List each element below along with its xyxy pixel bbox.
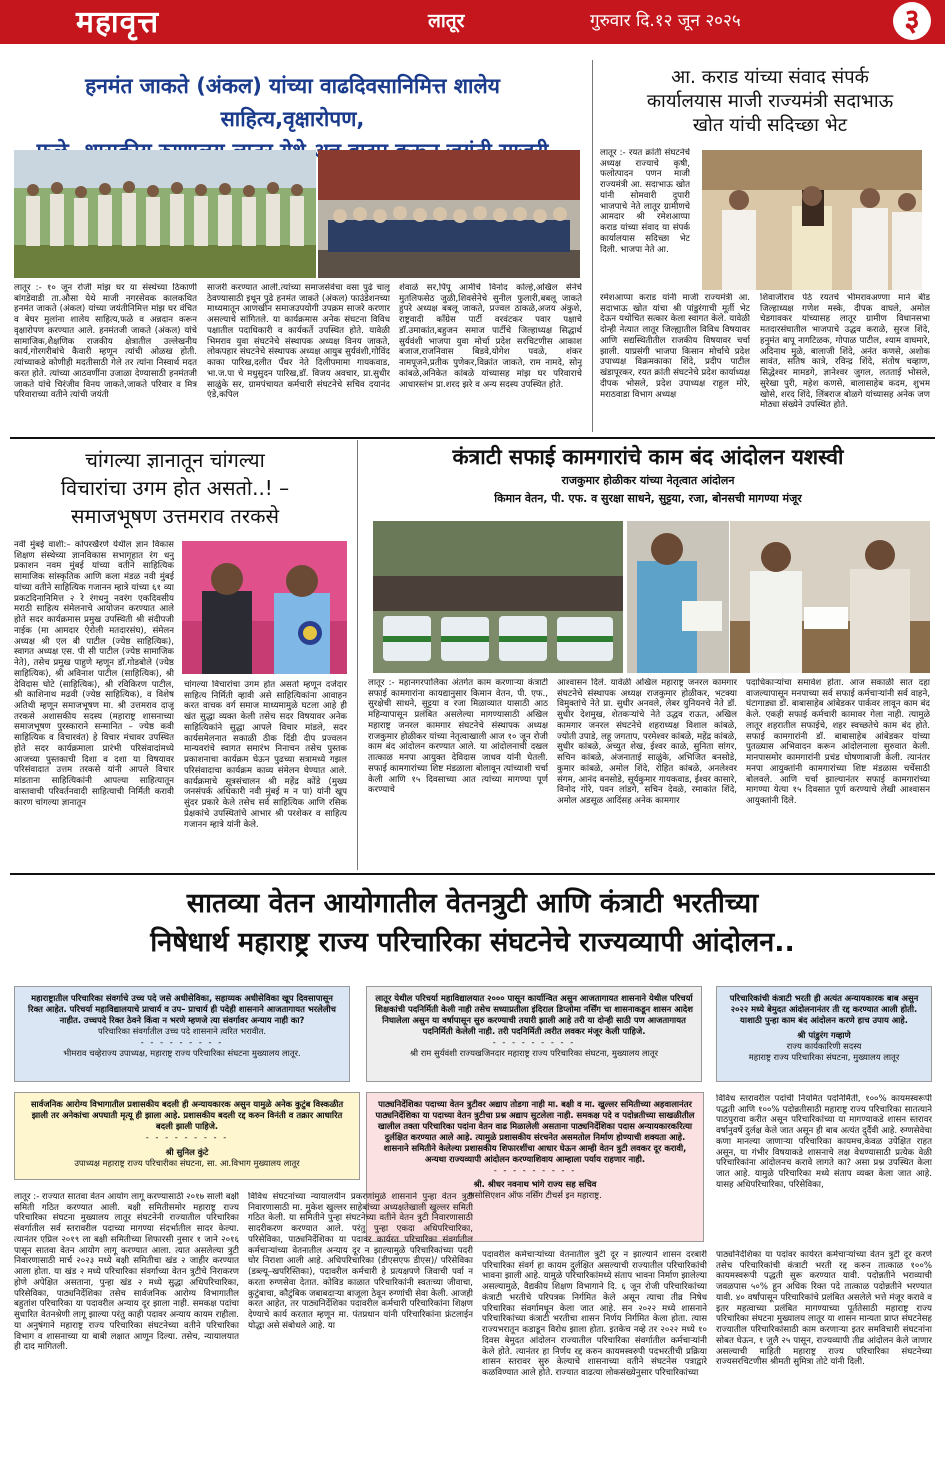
story3-headline-line2: विचारांचा उगम होत असतो..! – — [60, 476, 290, 500]
quote4-signature: श्री सुनिल कुंटे — [165, 1146, 209, 1157]
newspaper-title: महावृत्त — [76, 5, 160, 40]
quote2-separator: - - - - - - - - - — [492, 1036, 576, 1047]
page-number: ३ — [893, 2, 931, 40]
edition-date: गुरुवार दि.१२ जून २०२५ — [590, 11, 741, 31]
story1-column-3: शेवाळे सर,पिंपू आर्मीचे विनोद कोल्हे,अखिल सेनेचे मुतलिफसेठ जुळी,शिवसेनेचे सुनील फुलारी,बबलू जाकते हुपरे अध्यक्ष बबलू जाकते, प्रज्वल ठाकळे,अजय अंकुशे, राष्ट्रवादी काँग्रेस पार्टी वरवंटकर पवार पक्षाचे डॉ.उमाकांत,बहुजन समाज पार्टीचे जिल्हाध्यक्ष सिद्धार्थ सुर्यवंशी भाजपा युवा मोर्चा प्रदेश सरचिटणीस आकाश बजाज,राजनिवास बिडवे,योगेश पवळे, शंकर नामपूजने,प्रतीक पुणेकर,विक्रांत जाकते, राम नामदे, सोनू कांबळे,अनिकेत कांबळे यांच्यासह मांझ घर परिवाराचे आधारस्तंभ प्रा.शरद झरे व अन्य सदस्य उपस्थित होते. — [399, 283, 582, 390]
story1-photo-group-left — [14, 150, 316, 278]
quote2-signature: श्री राम सुर्यवंशी राज्यखजिनदार महाराष्ट्र राज्य परिचारिका संघटना, मुख्यालय लातूर — [409, 1047, 659, 1058]
story5-headline-line1: सातव्या वेतन आयोगातील वेतनत्रुटी आणि कंत्राटी भरतीच्या — [186, 888, 759, 919]
story5-headline-line2: निषेधार्थ महाराष्ट्र राज्य परिचारिका संघटनेचे राज्यव्यापी आंदोलन.. — [150, 927, 795, 959]
edition-city: लातूर — [428, 10, 465, 32]
story1-headline-line1: हनमंत जाकते (अंकल) यांच्या वाढदिवसानिमित्त शालेय साहित्य,वृक्षारोपण, — [85, 74, 500, 131]
story2-column-1: लातूर :- रयत क्रांती संघटनेचे अध्यक्ष राज्याचे कृषी, फलोत्पादन पणन माजी राज्यमंत्री आ. सदाभाऊ खोत यांनी सोमवारी दुपारी भाजपाचे नेते लातूर ग्रामीणचे आमदार श्री रमेशआप्पा कराड यांच्या संवाद या संपर्क कार्यालयास सदिच्छा भेट दिली. भाजपा नेते आ. — [600, 148, 690, 255]
column-divider — [592, 60, 593, 432]
quote1-text: महाराष्ट्रातील परिचारिका संवर्गाचे उच्च पदे जसे अधीसेविका, सहाय्यक अधीसेविका खूप दिवसापासून रिक्त आहेत. परिचर्या महाविद्यालयाचे प्राचार्य व उप– प्राचार्य ही पदेही शासनाने आजतागायत भरलेलीच नाहीत. उच्चपदे रिक्त ठेवने किंवा न भरणे म्हणजे त्या संवर्गावर अन्याय नाही का? — [28, 993, 336, 1025]
story4-photo-protest — [373, 521, 623, 673]
section-divider — [10, 437, 935, 439]
quote1-separator: - - - - - - - - - — [140, 1036, 224, 1047]
story5-column-3: पदावरील कर्मचाऱ्यांच्या वेतनातील त्रुटी दूर न झाल्याने शासन दरबारी परिचारिका संवर्ग हा कायम दुर्लक्षित असल्याची राज्यातील परिचारिकांची भावना झाली आहे. यामुळे परिचारिकांमध्ये संताप भावना निर्माण झालेल्या असल्यामुळे, वैद्यकीय शिक्षण विभागाने दि. ६ जून रोजी परिचारिकांच्या कंत्राटी भरतीचे परिपत्रक निर्गमित केले असून त्याचा तीव्र निषेध परिचारिका संवर्गामधून केला जात आहे. सन २०२२ मध्ये शासनाने परिचारिकांच्या कंत्राटी भरतीचा शासन निर्णय निर्गमित केला होता. त्यास राज्यभरातून कडाडून विरोध झाला होता. इतकेच नव्हे तर २०२२ मध्ये १० दिवस बेमुदत आंदोलन राज्यातील परिचारिका संवर्गातील कर्मचाऱ्यांनी केले होते. त्यानंतर हा निर्णय रद्द करुन कायमस्वरुपी पदभरतीची प्रक्रिया शासन स्तरावर सुरु केल्याचे शासनाच्या वतीने संघटनेस पत्राद्वारे कळविण्यात आले होते. राज्यात वाढत्या लोकसंख्येनुसार परिचारिकांच्या — [482, 1250, 707, 1379]
quote-box-ram — [366, 986, 702, 1082]
quote2-text: लातूर येथील परिचर्या महाविद्यालयात २००० पासून कार्यान्वित असुन आजतागायत शासनाने येथील परिचर्या शिक्षकांची पदनिर्मिती केली नाही तसेच सध्याप्रतीला इंदिराल डिप्लोमा नर्सिंग चा शासनाकडून शासन आदेश निघालेला असुन या वर्षापासून सुरु करण्याची तयारी झाली आहे तरी या दोन्ही साठी पण आजतागायत पदनिर्मिती केलेली नाही. तरी पदनिर्मिती त्वरीत लवकर मंजूर केली पाहिजे. — [375, 993, 693, 1036]
story3-headline — [10, 446, 340, 530]
story2-headline — [600, 66, 940, 138]
quote3-signature: श्री पांडुरंग गव्हाणे — [797, 1029, 851, 1040]
story5-column-right-top: विविध स्तरावरील पदांची नियमित पदनिर्मिती, १००% कायमस्वरूपी पद्धती आणि १००% पदोन्नतीसाठी महाराष्ट्र राज्य परिचारिका सातत्याने पाठपुरावा करीत असून परिचारिकांच्या या मागण्याकडे शासन स्तरावर वर्षानुवर्षे दुर्लक्ष केले जात असून ही बाब अत्यंत दुर्दैवी आहे. रुग्णसेवेचा कणा मानल्या जाणाऱ्या परिचारिका कायमच,केवळ उपेक्षित राहत असून, या गंभीर विषयाकडे शासनाचे लक्ष वेधण्यासाठी प्रत्येक वेळी परिचारिकांना आंदोलनच करावे लागते का? असा प्रश्न उपस्थित केला जात आहे. यामुळे परिचारिका मध्ये संताप व्यक्त केला जात आहे. यासह अधिपरिचारिका, परिसेविका, — [716, 1094, 932, 1190]
quote-box-bhimrao — [14, 986, 350, 1082]
masthead — [0, 0, 945, 44]
story2-headline-line3: खोत यांची सदिच्छा भेट — [692, 115, 848, 137]
story3-column-2: चांगल्या विचारांचा उगम होत असतो म्हणून दर्जेदार साहित्य निर्मिती व्हावी असे साहित्यिकांना आवाहन करत वाचक वर्ग समाज माध्यमामुळे घटला आहे ही खंत सुद्धा व्यक्त केली तसेच सदर विषयावर अनेक साहित्यिकांने सुद्धा आपले विचार मांडले, सदर कार्यसमेलनात सकाळी ठीक दिंडी दीप प्रज्वलन मान्यवरांचे स्वागत समारंभ निनाचन तसेच पुस्तक प्रकाशनाचा कार्यक्रम घेऊन पुढच्या सत्रामध्ये गझल परिसंवादाचा कार्यक्रम काव्य संमेलन घेण्यात आले. कार्यक्रमाचे सूत्रसंचालन श्री महेंद्र कोंडे (मुख्य जनसंपर्क अधिकारी नवी मुंबई म न पा) यांनी खूप सुंदर प्रकारे केले तसेच सर्व साहित्यिक आणि रसिक प्रेक्षकांचे उपस्थितांचे आभार श्री परशेकर व साहित्य गजानन म्हात्रे यांनी केले. — [184, 680, 347, 830]
story2-headline-line1: आ. कराड यांच्या संवाद संपर्क — [671, 67, 869, 88]
story3-column-1: नवी मुंबई वाशी:– कोपरखैरणे येथील ज्ञान विकास शिक्षण संस्थेच्या ज्ञानविकास सभागृहात रंग धनु प्रकाशन नवम मुंबई यांच्या वतीने साहित्यिक सामाजिक सांस्कृतिक आणि कला मंडळ नवी मुंबई यांच्या वतीने साहित्यिक गजानन म्हात्रे यांच्या ६१ व्या प्रकटदिनानिमित्त २ रे रंगधनु नवरंग एकदिवसीय मराठी साहित्य संमेलनाचे आयोजन करण्यात आले होते सदर कार्यक्रमास प्रमुख उपस्थिती श्री संदीपजी नाईक (मा आमदार ऐरोली मतदारसंघ), संमेलन अध्यक्ष श्री एल बी पाटील (ज्येष्ठ साहित्यिक), स्वागत अध्यक्ष एस. पी सी पाटील (ज्येष्ठ सामाजिक नेते), तसेच प्रमुख पाहुणे म्हणून डॉ.गोडबोले (ज्येष्ठ साहित्यिक), श्री अविनाश पाटील (साहित्यिक), श्री देविदास घोटे (साहित्यिक), श्री रविकिरण पाटील, श्री काशिनाथ मढवी (ज्येष्ठ साहित्यिक), व विशेष अतिथी म्हणून समाजभूषण मा. श्री उत्तमराव दाजू तरकसे अशासकीय सदस्य (महाराष्ट्र शासनाच्या समाजभूषण पुरस्काराने सन्मानित – ज्येष्ठ कवी साहित्यिक व विचारवंत) हे विचार मंचावर उपस्थित होते सदर कार्यक्रमाला प्रारंभी परिसंवादांमध्ये आजच्या पुस्तकाची दिशा व दशा या विषयावर परिसंवादात उत्तम तरकसे यांनी आपले विचार मांडताना साहित्यिकांनी आपल्या साहित्यातून वास्तवाची परिवर्तनवादी साहित्याची निर्मिती करावी कारण चांगल्या ज्ञानातून — [14, 540, 174, 808]
story4-column-2: आश्वासन दिले. यावेळी अखिल महाराष्ट्र जनरल कामगार संघटनेचे संस्थापक अध्यक्ष राजकुमार होळीकर, भटक्या विमुक्तांचे नेते प्रा. सुधीर अनवले, लेबर युनियनचे नेते डॉ. सुधीर देशमुख, शेतकऱ्यांचे नेते उद्धव राऊत, अखिल कामगार जनरल संघटनेचे शहराध्यक्ष विशाल कांबळे, ज्योती उपाडे, लहू जगताप, परमेश्वर कांबळे, महेंद्र कांबळे, सुधीर कांबळे, अच्युत शेख, ईश्वर काळे, सुनिता सांगर, सचिन कांबळे, अंजनाताई साळुंके, अभिजित बनसोडे, कुमार कांबळे, अमोल शिंदे, रोहित कांबळे, अनलेश्वर संगम, आनंद बनसोडे, सूर्यकुमार गायकवाड, ईश्वर कासारे, विनोद गोरे, पवन लांडगे, सचिन देवळे, रमाकांत शिंदे, अमोल अडसूळ आदिंसह अनेक कामगार — [557, 678, 737, 807]
story5-column-2: विविध संघटनांच्या न्यायालयीन प्रकरणांमुळे शासनाने पुन्हा वेतन त्रुटी निवारणासाठी मा. मुकेश खुल्लर साहेबांच्या अध्यक्षतेखाली खुल्लर समिती गठित केली. या समितीने पुन्हा संघटनेच्या वतीने वेतन त्रुटी निवारणासाठी सादरीकरण करण्यात आले. परंतु पुन्हा एकदा अधिपरिचारिका, परिसेविका, पाठ्यनिर्देशिका या पदावर कार्यरत परिचारिका संवर्गातील कर्मचाऱ्यांच्या वेतनातील अन्याय दूर न झाल्यामुळे परिचारिकांच्या पदरी घोर निराशा आली आहे. अधिपरिचारिका (डीएसएफ डीएस)/ परिसेविका (डब्ल्यू–खपरिस्तिका), पदावरील कर्मचारी हे प्रत्यक्षपणे जिवाची पर्वा न करता रुग्णसेवा देतात. कोविड काळात परिचारिकांनी स्वतःच्या जीवाचा, कुटुंबाचा, कौटुंबिक जबाबदाऱ्या बाजूला ठेवून रुग्णांची सेवा केली. आजही करत आहेत, तर पाठ्यनिर्देशिका पदावरील कर्मचारी परिचारिकांना शिक्षण देण्याचे कार्य करतात म्हणून मा. पंतप्रधान यांनी परिचारिकांना फ्रंटलाईन योद्धा असे संबोधले आहे. या — [248, 1192, 473, 1331]
story1-column-1: लातूर :- १० जून रोजी मांझ घर या संस्थेच्या ठिकाणी बांगडेवाडी ता.औसा येथे माजी नगरसेवक कालकथित हनमंत जाकते (अंकल) यांच्या जयंतीनिमित्त मांझ घर वंचित व बेघर मुलांना शालेय साहित्य,फळे व अन्नदान करून वृक्षारोपण करण्यात आले. हनमंतजी जाकते (अंकल) यांचे सामाजिक,शैक्षणिक राजकीय क्षेत्रातील उल्लेखनीय कार्य,गोरगरीबांचे कैवारी म्हणून त्यांची ओळख होती. त्यांच्याकडे कोणीही मदतीसाठी गेले तर त्यांना निस्वार्थ मदत करत होते. त्यांच्या आठवणींना उजाळा देण्यासाठी हनमंतजी जाकते यांचे चिरंजीव विनय जाकते,जाकते परिवार व मित्र परिवाराच्या वतीने त्यांची जयंती — [14, 283, 197, 401]
story4-photo-memo — [627, 521, 729, 673]
story1-photo-group-right — [318, 150, 580, 278]
story5-column-1: लातूर :- राज्यात सातवा वेतन आयोग लागू करण्यासाठी २०१७ साली बक्षी समिती गठित करण्यात आली. बक्षी समितीसमोर महाराष्ट्र राज्य परिचारिका संघटना मुख्यालय लातूर संघटनेनी राज्यातील परिचारिका संवर्गातील सर्व स्तरावरील पदाच्या मागण्या संदर्भातील सादर केल्या. त्यानंतर एप्रिल २०१९ ला बक्षी समितीच्या शिफारसी नुसार १ जाने २०१६ पासून सातवा वेतन आयोग लागू करण्यात आला. त्यात असलेल्या त्रुटी निवारणासाठी मार्च २०२३ मध्ये बक्षी समितीचा खंड २ जाहीर करण्यात आला होता. या खंड २ मध्ये परिचारिका संवर्गाच्या वेतन त्रुटीचे निराकरण होणे अपेक्षित असताना, पुन्हा खंड २ मध्ये सुद्धा अधिपरिचारिका, परिसेविका, पाठ्यनिर्देशिका तसेच सार्वजनिक आरोग्य विभागातील बहुतांश परिचारिका या पदावरील अन्याय दूर झाला नाही. समकक्ष पदांचा सुधारित वेतनश्रेणी लागू झाल्या परंतु काही पदावर अन्याय कायम राहीला. या अनुषंगाने महाराष्ट्र राज्य परिचारिका संघटनेच्या वतीने परिचारिका विभाग व शासनाच्या या बाबी लक्षात आणून दिल्या. तसेच, न्यायालयात ही दाद मागितली. — [14, 1192, 239, 1353]
quote-box-pandurang — [716, 986, 932, 1082]
quote1-demand: परिचारिका संवर्गातील उच्च पदे शासनाने त्वरित भरावीत. — [97, 1025, 267, 1036]
story4-photo-commissioner — [730, 521, 930, 673]
column-divider — [357, 440, 358, 870]
quote3-organisation: महाराष्ट्र राज्य परिचारिका संघटना, मुख्यालय लातूर — [748, 1051, 900, 1062]
story4-column-3: पदाधिकाऱ्यांचा समावेश होता. आज सकाळी सात दहा वाजल्यापासून मनपाच्या सर्व सफाई कर्मचाऱ्यांनी सर्व वाहने, घंटागाड्या डॉ. बाबासाहेब आंबेडकर पार्कवर लावून काम बंद केले. एकही सफाई कर्मचारी कामावर गेला नाही. त्यामुळे लातूर शहरातील सफाईचे, शहर स्वच्छतेचे काम बंद होते. सफाई कामगारांनी डॉ. बाबासाहेब आंबेडकर यांच्या पुतळ्यास अभिवादन करून आंदोलनाला सुरुवात केली. मानपासमोर कामगारांनी प्रचंड घोषणाबाजी केली. त्यानंतर मनपा आयुक्तांनी कामगारांच्या शिष्ट मंडळास चर्चेसाठी बोलवले. आणि चर्चा झाल्यानंतर सफाई कामगारांच्या मागण्या येत्या १५ दिवसात पूर्ण करण्याचे लेखी आश्वासन आयुक्तांनी दिले. — [746, 678, 930, 807]
story2-headline-line2: कार्यालयास माजी राज्यमंत्री सदाभाऊ — [646, 91, 894, 113]
quote5-text: पाठ्यनिर्देशिका पदाच्या वेतन त्रुटीवर अद्याप तोडगा नाही मा. बक्षी व मा. खुल्लर समितीच्या अहवालानंतर पाठ्यनिर्देशिका या पदाच्या वेतन त्रुटीचा प्रश्न अद्याप सुटलेला नाही. समकक्ष पदे व पदोन्नतीच्या साखळीतील खालील तक्ता परिचारिका पदांना वेतन वाढ मिळालेली असताना पाठ्यनिर्देशिका पदास अन्यायकारकरित्या दुर्लक्षित करण्यात आले आहे. त्यामुळे प्रशासकीय संरचनेत असमतोल निर्माण होण्याची शक्यता आहे. शासनाने समितीने केलेल्या प्रशासकीय शिफारशींचा आधार घेऊन आम्ही वेतन त्रुटी लवकर दूर करावी, अन्यथा राज्यव्यापी आंदोलन करण्याशिवाय आम्हाला पर्याय राहणार नाही. — [375, 1099, 695, 1164]
quote4-separator: - - - - - - - - - — [145, 1131, 229, 1142]
story3-headline-line1: चांगल्या ज्ञानातून चांगल्या — [85, 448, 265, 472]
section-divider — [10, 873, 935, 875]
story5-headline — [10, 884, 935, 962]
quote4-text: सार्वजनिक आरोग्य विभागातील प्रशासकीय बदली ही अन्यायकारक असुन यामुळे अनेक कुटुंब विस्कळीत झाली तर अनेकांचा अपघाती मृत्यू ही झाला आहे. प्रशासकीय बदली रद्द करुन विनंती व तक्रार आधारित बदली झाली पाहिजे. — [30, 1099, 344, 1131]
story2-photo — [702, 150, 922, 290]
quote1-signature: भीमराव चव्हेराज्य उपाध्यक्ष, महाराष्ट्र राज्य परिचारिका संघटना मुख्यालय लातूर. — [63, 1047, 301, 1058]
story2-column-2: रमेशआप्पा कराड यांनी माजी राज्यमंत्री आ. सदाभाऊ खोत यांचा श्री पांडुरंगाची मूर्ती भेट देऊन यथोचित सत्कार केला स्वागत केले. यावेळी दोन्ही नेत्यात लातूर जिल्ह्यातील विविध विषयावर आणि सद्यस्थितीतील राजकीय विषयावर चर्चा झाली. याप्रसंगी भाजपा किसान मोर्चाचे प्रदेश उपाध्यक्ष विक्रमकाका शिंदे, प्रदीप पाटील खंडापूरकर, रयत क्रांती संघटनेचे प्रदेश कार्याध्यक्ष दीपक भोसले, प्रदेश उपाध्यक्ष राहुल मोरे, मराठवाडा विभाग अध्यक्ष — [600, 293, 750, 400]
story3-headline-line3: समाजभूषण उत्तमराव तरकसे — [71, 504, 279, 528]
quote5-signature: श्री. श्रीधर नवनाथ भांगे राज्य सह सचिव — [473, 1179, 597, 1190]
quote5-organisation: असोसिएशन ऑफ नर्सिंग टीचर्स इन महाराष्ट्र. — [468, 1190, 602, 1201]
quote3-designation: राज्य कार्यकारिणी सदस्य — [786, 1040, 862, 1051]
quote4-designation: उपाध्यक्ष महाराष्ट्र राज्य परिचारीका संघटना, सा. आ.विभाग मुख्यालय लातूर — [74, 1157, 300, 1168]
story1-column-2: साजरी करण्यात आली.त्यांच्या समाजसेवेचा वसा पुढे चालू ठेवण्यासाठी इथून पुढे हनमंत जाकते (अंकल) फाउंडेशनच्या माध्यमातून आणखीन समाजउपयोगी उपक्रम साजरे करणार असल्याचे सांगितले. या कार्यक्रमास अनेक संघटना विविध पक्षातील पदाधिकारी व कार्यकर्ते उपस्थित होते. यावेळी भिमराव युवा संघटनेचे संस्थापक अध्यक्ष विनय जाकते, लोकपहार संघटनेचे संस्थापक अध्यक्ष आयुब सुर्यवंशी,गोविंद काका पारिख,दलीत पँथर नेते दिलीपमामा गायकवाड, भा.ज.पा चे मधुसुदन पारिख,डॉ. विजय अवचार, प्रा.सुधीर साळुंके सर, ग्रामपंचायत कर्मचारी संघटनेचे सचिव दयानंद एंडे,कपिल — [207, 283, 390, 401]
quote3-text: परिचारिकांची कंत्राटी भरती ही अत्यंत अन्यायकारक बाब असुन २०२२ मध्ये बेमुदत आंदोलनानंतर ती रद्द करण्यात आली होती. याशाठी पुन्हा काम बंद आंदोलन करणे हाच उपाय आहे. — [729, 993, 919, 1025]
story4-column-1: लातूर :- महानगरपालिका अंतर्गत काम करणाऱ्या कंत्राटी सफाई कामगारांना कायद्यानुसार किमान वेतन, पी. एफ., सुरक्षेची साधने, सुट्टया व रजा मिळाव्यात यासाठी आठ महिन्यापासून प्रलंबित असलेल्या मागण्यासाठी अखिल महाराष्ट्र जनरल कामगार संघटनेचे संस्थापक अध्यक्ष राजकुमार होळीकर यांच्या नेतृत्वाखाली आज १० जून रोजी काम बंद आंदोलन करण्यात आले. या आंदोलनाची दखल तात्काळ मनपा आयुक्त देविदास जाधव यांनी घेतली. सफाई कामगारांच्या शिष्ट मंडळाला बोलावून त्यांच्याशी चर्चा केली आणि १५ दिवसाच्या आत त्यांच्या मागण्या पूर्ण करण्याचे — [368, 678, 548, 796]
story4-headline: कंत्राटी सफाई कामगारांचे काम बंद आंदोलन यशस्वी — [452, 445, 844, 469]
quote5-separator: - - - - - - - - - — [493, 1164, 577, 1175]
story4-subhead-1: राजकुमार होळीकर यांच्या नेतृत्वात आंदोलन — [561, 474, 735, 487]
story2-column-3: शिवाजीराव पेठे रयतचे भीमरावअण्णा माने बीड जिल्हाध्यक्ष गणेश मस्के, दीपक वाघले, अमोल चेडगावकर यांच्यासह लातूर ग्रामीण विधानसभा मतदारसंघातील भाजपाचे उद्धव कराळे, सुरज शिंदे, हनुमंत बापू नागटिळक, गोपाळ पाटील, श्याम वाघमारे, अदिनाथ मुळे, बालाजी शिंदे, अनंत कणसे, अशोक सावंत, सतिष कात्रे, रविन्द्र शिंदे, संतोष चव्हाण, सिद्धेश्वर मामडगे, ज्ञानेश्वर जुगल, लतताई भोसले, सुरेखा पुरी, महेश कणसे, बालासाहेब कदम, शुभम खोसे, शरद शिंदे, लिंबराज बोळगे यांच्यासह अनेक जण मोठ्या संख्येने उपस्थित होते. — [760, 293, 930, 411]
quote-box-sunil — [14, 1092, 360, 1180]
story5-column-4: पाठ्यनिर्देशिका या पदांवर कार्यरत कर्मचाऱ्यांच्या वेतन त्रुटी दूर करणे तसेच परिचारिकांची कंत्राटी भरती रद्द करुन तात्काळ १००% कायमस्वरूपी पद्धती सुरू करण्यात यावी. पदोन्नतीने भराव्याची जवळपास ५०% हून अधिक रिक्त पदे तात्काळ पदोन्नतीने भरण्यात यावी. ४० वर्षांपासून परिचारिकांचे प्रलंबित असलेले भत्ते मंजूर करावे व इतर महत्वाच्या प्रलंबित मागण्याच्या पूर्ततेसाठी महाराष्ट्र राज्य परिचारिका संघटना मुख्यालय लातूर या शासन मान्यता प्राप्त संघटनेसह राज्यातील परिचारिकांसाठी काम करणाऱ्या इतर समविचारी संघटनांना सोबत घेऊन, १ जुलै २५ पासून, राज्यव्यापी तीव्र आंदोलन केले जाणार असल्याची माहिती महाराष्ट्र राज्य परिचारिका संघटनेच्या राज्यसरचिटणीस श्रीमती सुमित्रा तोटे यांनी दिली. — [716, 1250, 932, 1368]
story3-photo — [182, 541, 347, 674]
story4-subhead-2: किमान वेतन, पी. एफ. व सुरक्षा साधने, सुट्टया, रजा, बोनसची मागण्या मंजूर — [494, 492, 802, 505]
